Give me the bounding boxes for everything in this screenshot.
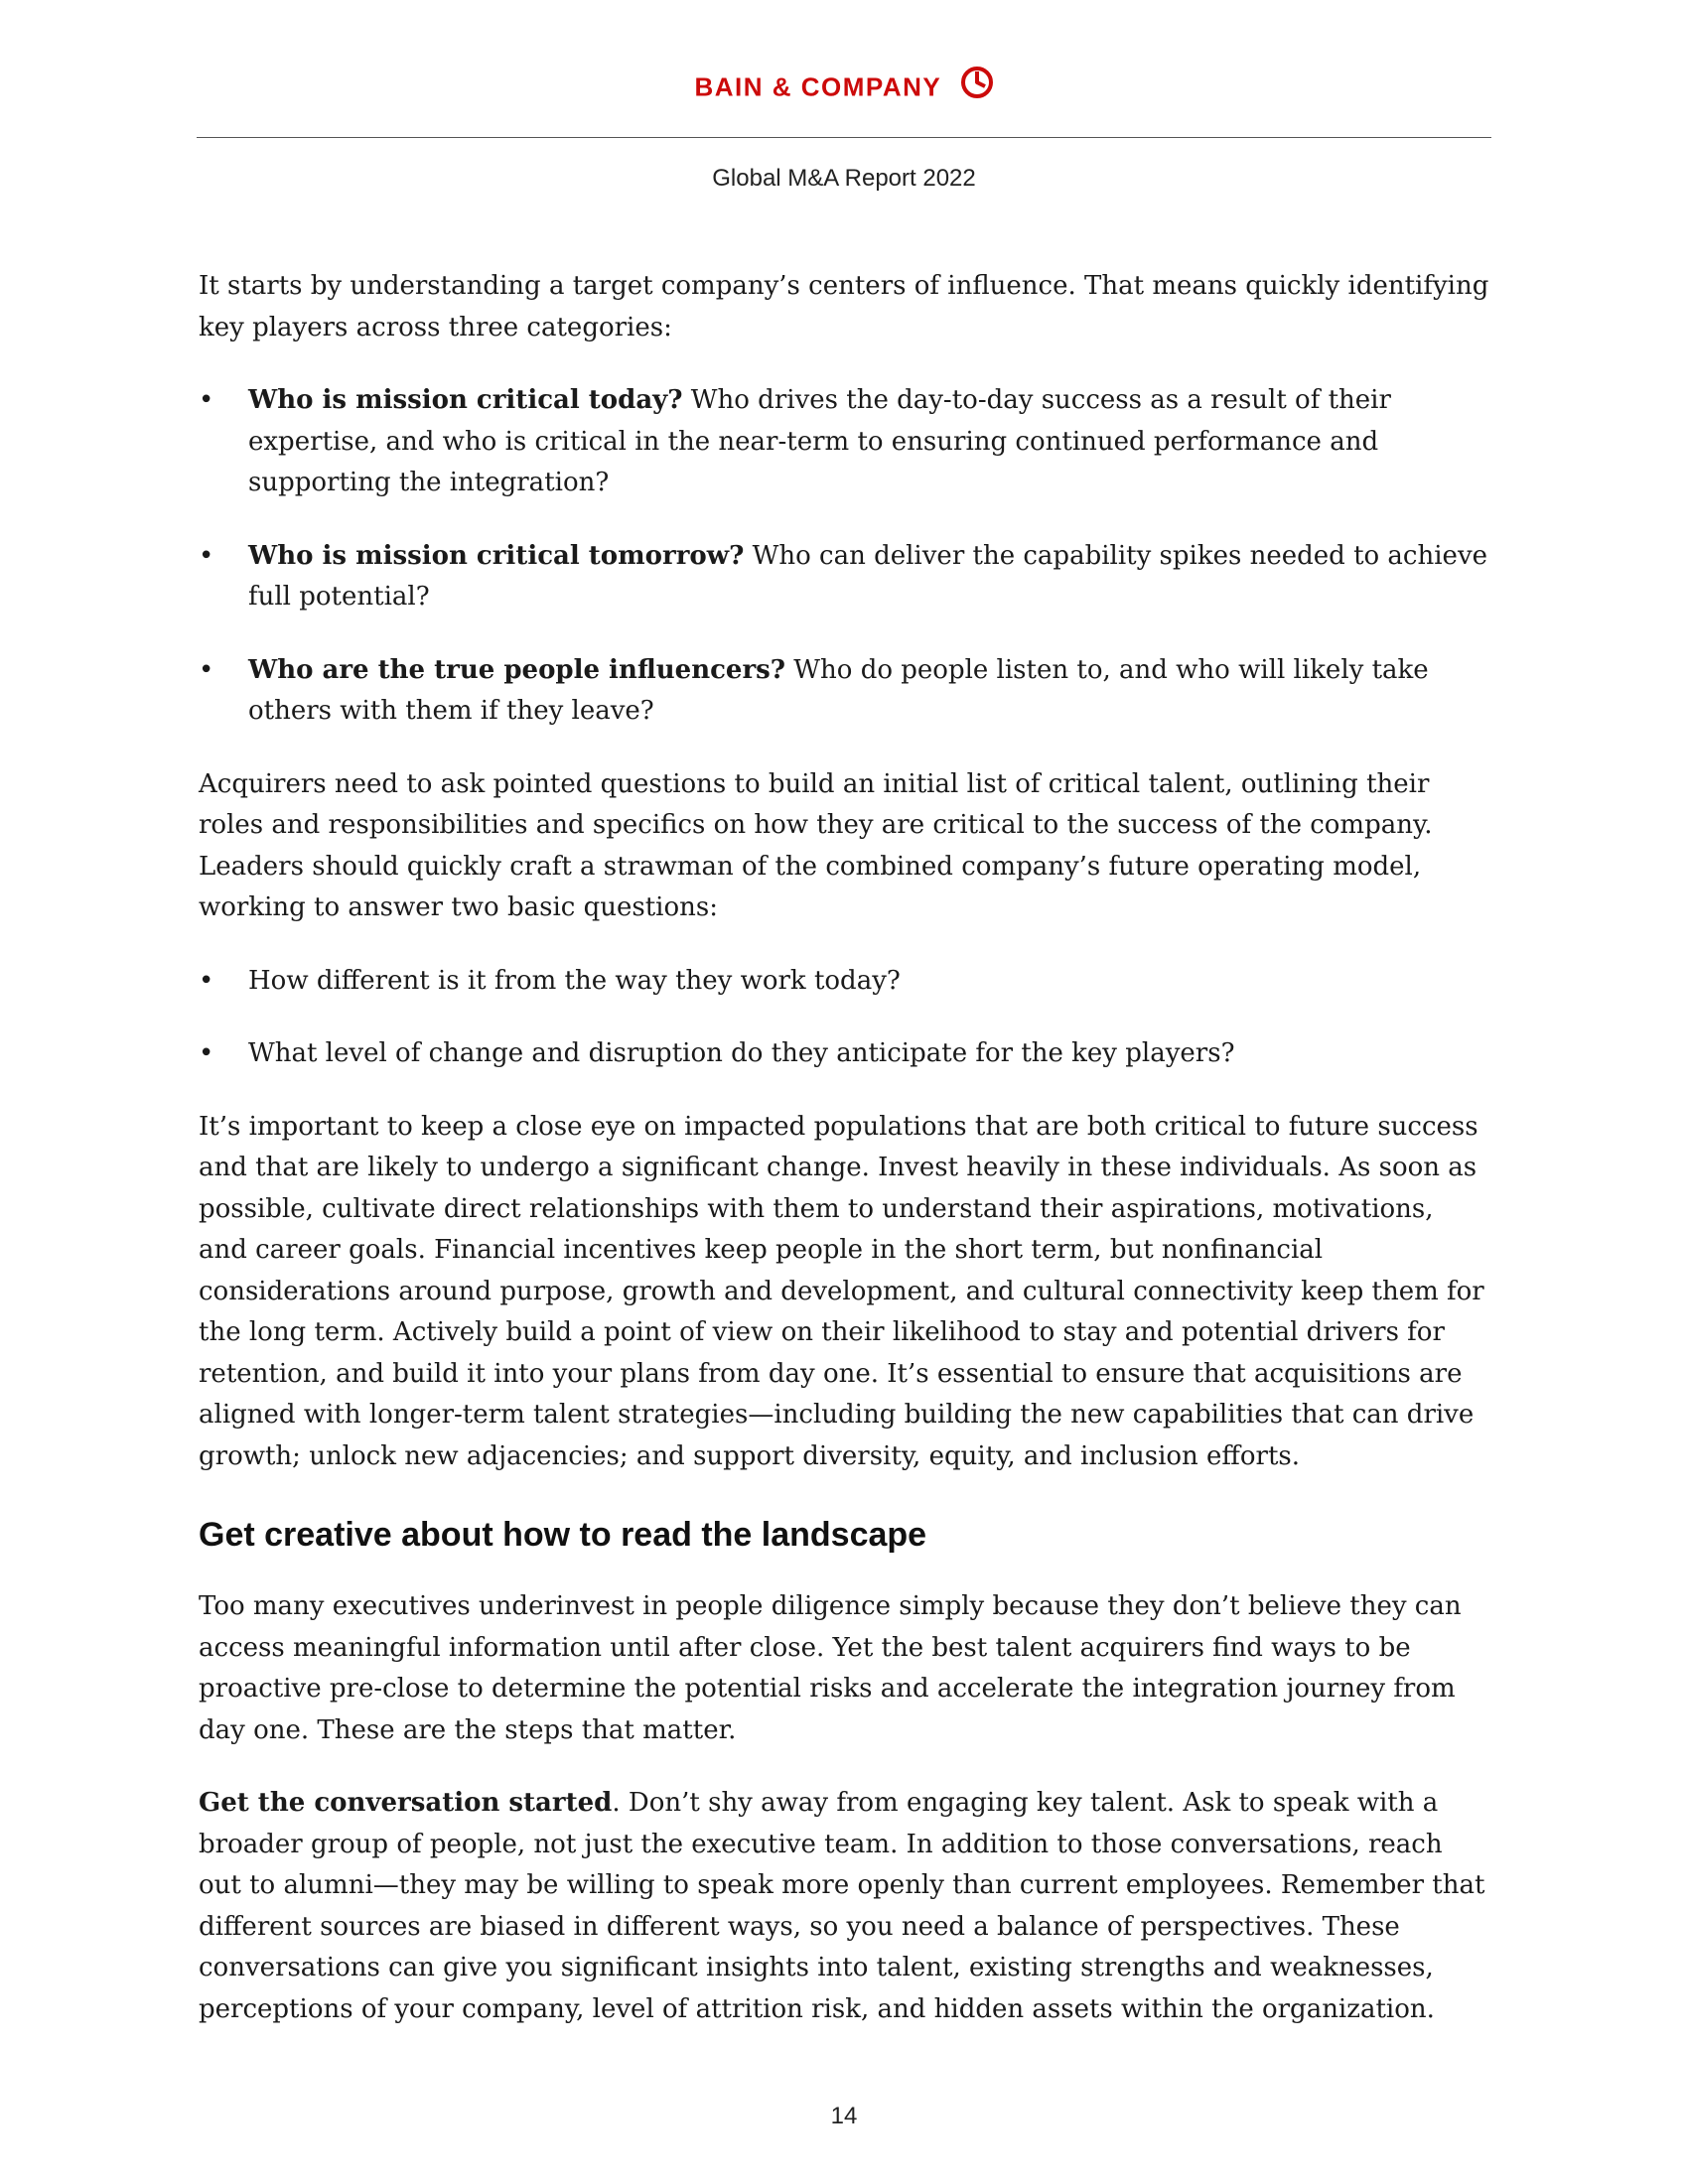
list-item [199, 536, 1489, 618]
bullet-icon: • [199, 540, 214, 571]
underinvest-paragraph: Too many executives underinvest in people diligence simply because they don’t believe they can access meaningful information until after close. Yet the best talent acquirers find ways to be proactive pre-close to determine the potential risks and accelerate the integration journey from day one. These are the steps that matter. [199, 1591, 1462, 1745]
list-item-lead: Who is mission critical tomorrow? [248, 540, 745, 571]
header-divider [197, 137, 1491, 138]
page-number: 14 [830, 2103, 858, 2129]
brand-wordmark: BAIN & COMPANY [694, 71, 941, 102]
bain-circle-logo-icon [960, 66, 994, 106]
list-item-text: How different is it from the way they work today? [248, 965, 901, 996]
bullet-icon: • [199, 1038, 214, 1068]
bullet-icon: • [199, 965, 214, 996]
conversation-text: . Don’t shy away from engaging key talent. Ask to speak with a broader group of people, not just the executive team. In addition to those conversations, reach out to alumni—they may be willing to speak more openly than current employees. Remember that different sources are biased in different ways, so you need a balance of perspectives. These conversations can give you significant insights into talent, existing strengths and weaknesses, perceptions of your company, level of attrition risk, and hidden assets within the organization. [199, 1788, 1485, 2024]
body-content [199, 266, 1489, 2062]
conversation-lead: Get the conversation started [199, 1788, 613, 1818]
list-item-text: What level of change and disruption do they anticipate for the key players? [248, 1038, 1235, 1068]
key-players-list [199, 380, 1489, 733]
list-item [199, 380, 1489, 504]
list-item-text: Who drives the day-to-day success as a result of their expertise, and who is critical in the near-term to ensuring continued performance and supporting the integration? [248, 385, 1391, 497]
list-item [199, 650, 1489, 733]
bullet-icon: • [199, 654, 214, 685]
questions-list [199, 961, 1489, 1075]
acquirers-paragraph: Acquirers need to ask pointed questions to build an initial list of critical talent, outlining their roles and responsibilities and specifics on how they are critical to the success of the company. Leaders should quickly craft a strawman of the combined company’s future operating model, working to answer two basic questions: [199, 768, 1433, 922]
list-item [199, 961, 1489, 1003]
important-paragraph: It’s important to keep a close eye on impacted populations that are both critical to future success and that are likely to undergo a significant change. Invest heavily in these individuals. As soon as possible, cultivate direct relationships with them to understand their aspirations, motivations, and career goals. Financial incentives keep people in the short term, but nonfinancial considerations around purpose, growth and development, and cultural connectivity keep them for the long term. Actively build a point of view on their likelihood to stay and potential drivers for retention, and build it into your plans from day one. It’s essential to ensure that acquisitions are aligned with longer-term talent strategies—including building the new capabilities that can drive growth; unlock new adjacencies; and support diversity, equity, and inclusion efforts. [199, 1111, 1484, 1471]
list-item-lead: Who is mission critical today? [248, 385, 683, 415]
conversation-paragraph [199, 1783, 1489, 2030]
report-title: Global M&A Report 2022 [712, 165, 976, 192]
brand-logo [0, 71, 1688, 106]
list-item-lead: Who are the true people influencers? [248, 654, 786, 685]
intro-paragraph: It starts by understanding a target company’s centers of influence. That means quickly identifying key players across three categories: [199, 271, 1489, 342]
list-item-text: Who can deliver the capability spikes needed to achieve full potential? [248, 540, 1488, 612]
list-item [199, 1033, 1489, 1075]
bullet-icon: • [199, 385, 214, 415]
section-heading: Get creative about how to read the landscape [199, 1516, 927, 1554]
list-item-text: Who do people listen to, and who will likely take others with them if they leave? [248, 654, 1429, 726]
